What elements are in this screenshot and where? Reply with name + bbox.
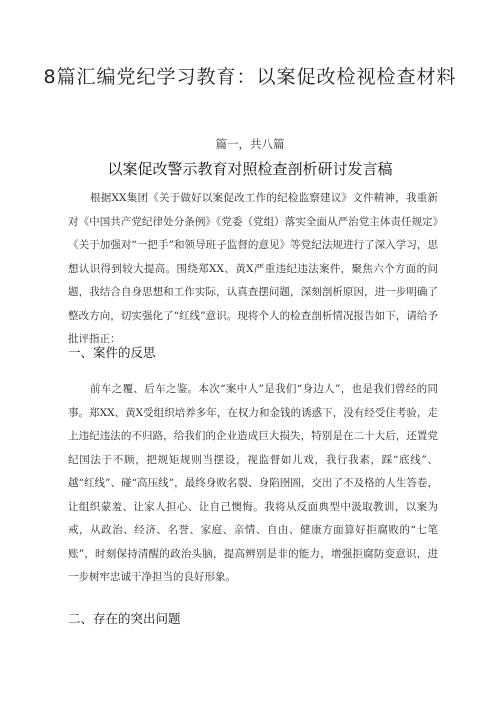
document-subtitle: 以案促改警示教育对照检查剖析研讨发言稿 (107, 160, 393, 178)
intro-paragraph: 根据XX集团《关于做好以案促改工作的纪检监察建议》文件精神，我重新对《中国共产党纪律处分条例》《党委（党组）落实全面从严治党主体责任规定》《关于加强对“一把手”和领导班子监督的意见》等党纪法规进行了深入学习，思想认识得到较大提高。围绕郑XX、黄X严重违纪违法案件，聚焦六个方面的问题，我结合自身思想和工作实际，认真查摆问题，深刻剖析原因，进一步明确了整改方向，切实强化了“红线”意识。现将个人的检查剖析情况报告如下，请给予批评指正： (68, 192, 438, 345)
document-title: 8篇汇编党纪学习教育：以案促改检视检查材料 (43, 66, 457, 88)
part-label: 篇一，共八篇 (215, 137, 285, 151)
section-1-paragraph: 前车之覆、后车之鉴。本次“案中人”是我们“身边人”，也是我们曾经的同事。郑XX、黄X受组织培养多年，在权力和金钱的诱惑下，没有经受住考验，走上违纪违法的不归路，给我们的企业造成巨大损失，特别是在二十大后，还置党纪国法于不顾，把规矩规则当摆设，视监督如儿戏，我行我素，踩“底线”、越“红线”、碰“高压线”，最终身败名裂、身陷囹圄，交出了不及格的人生答卷，让组织蒙羞、让家人担心、让自己懊悔。我将从反面典型中汲取教训，以案为戒，从政治、经济、名誉、家庭、亲情、自由、健康方面算好拒腐败的“七笔账”，时刻保持清醒的政治头脑，提高辨别是非的能力，增强拒腐防变意识，进一步树牢忠诚干净担当的良好形象。 (68, 383, 438, 583)
section-2-heading: 二、存在的突出问题 (68, 611, 181, 626)
section-1-heading: 一、案件的反思 (68, 345, 156, 360)
